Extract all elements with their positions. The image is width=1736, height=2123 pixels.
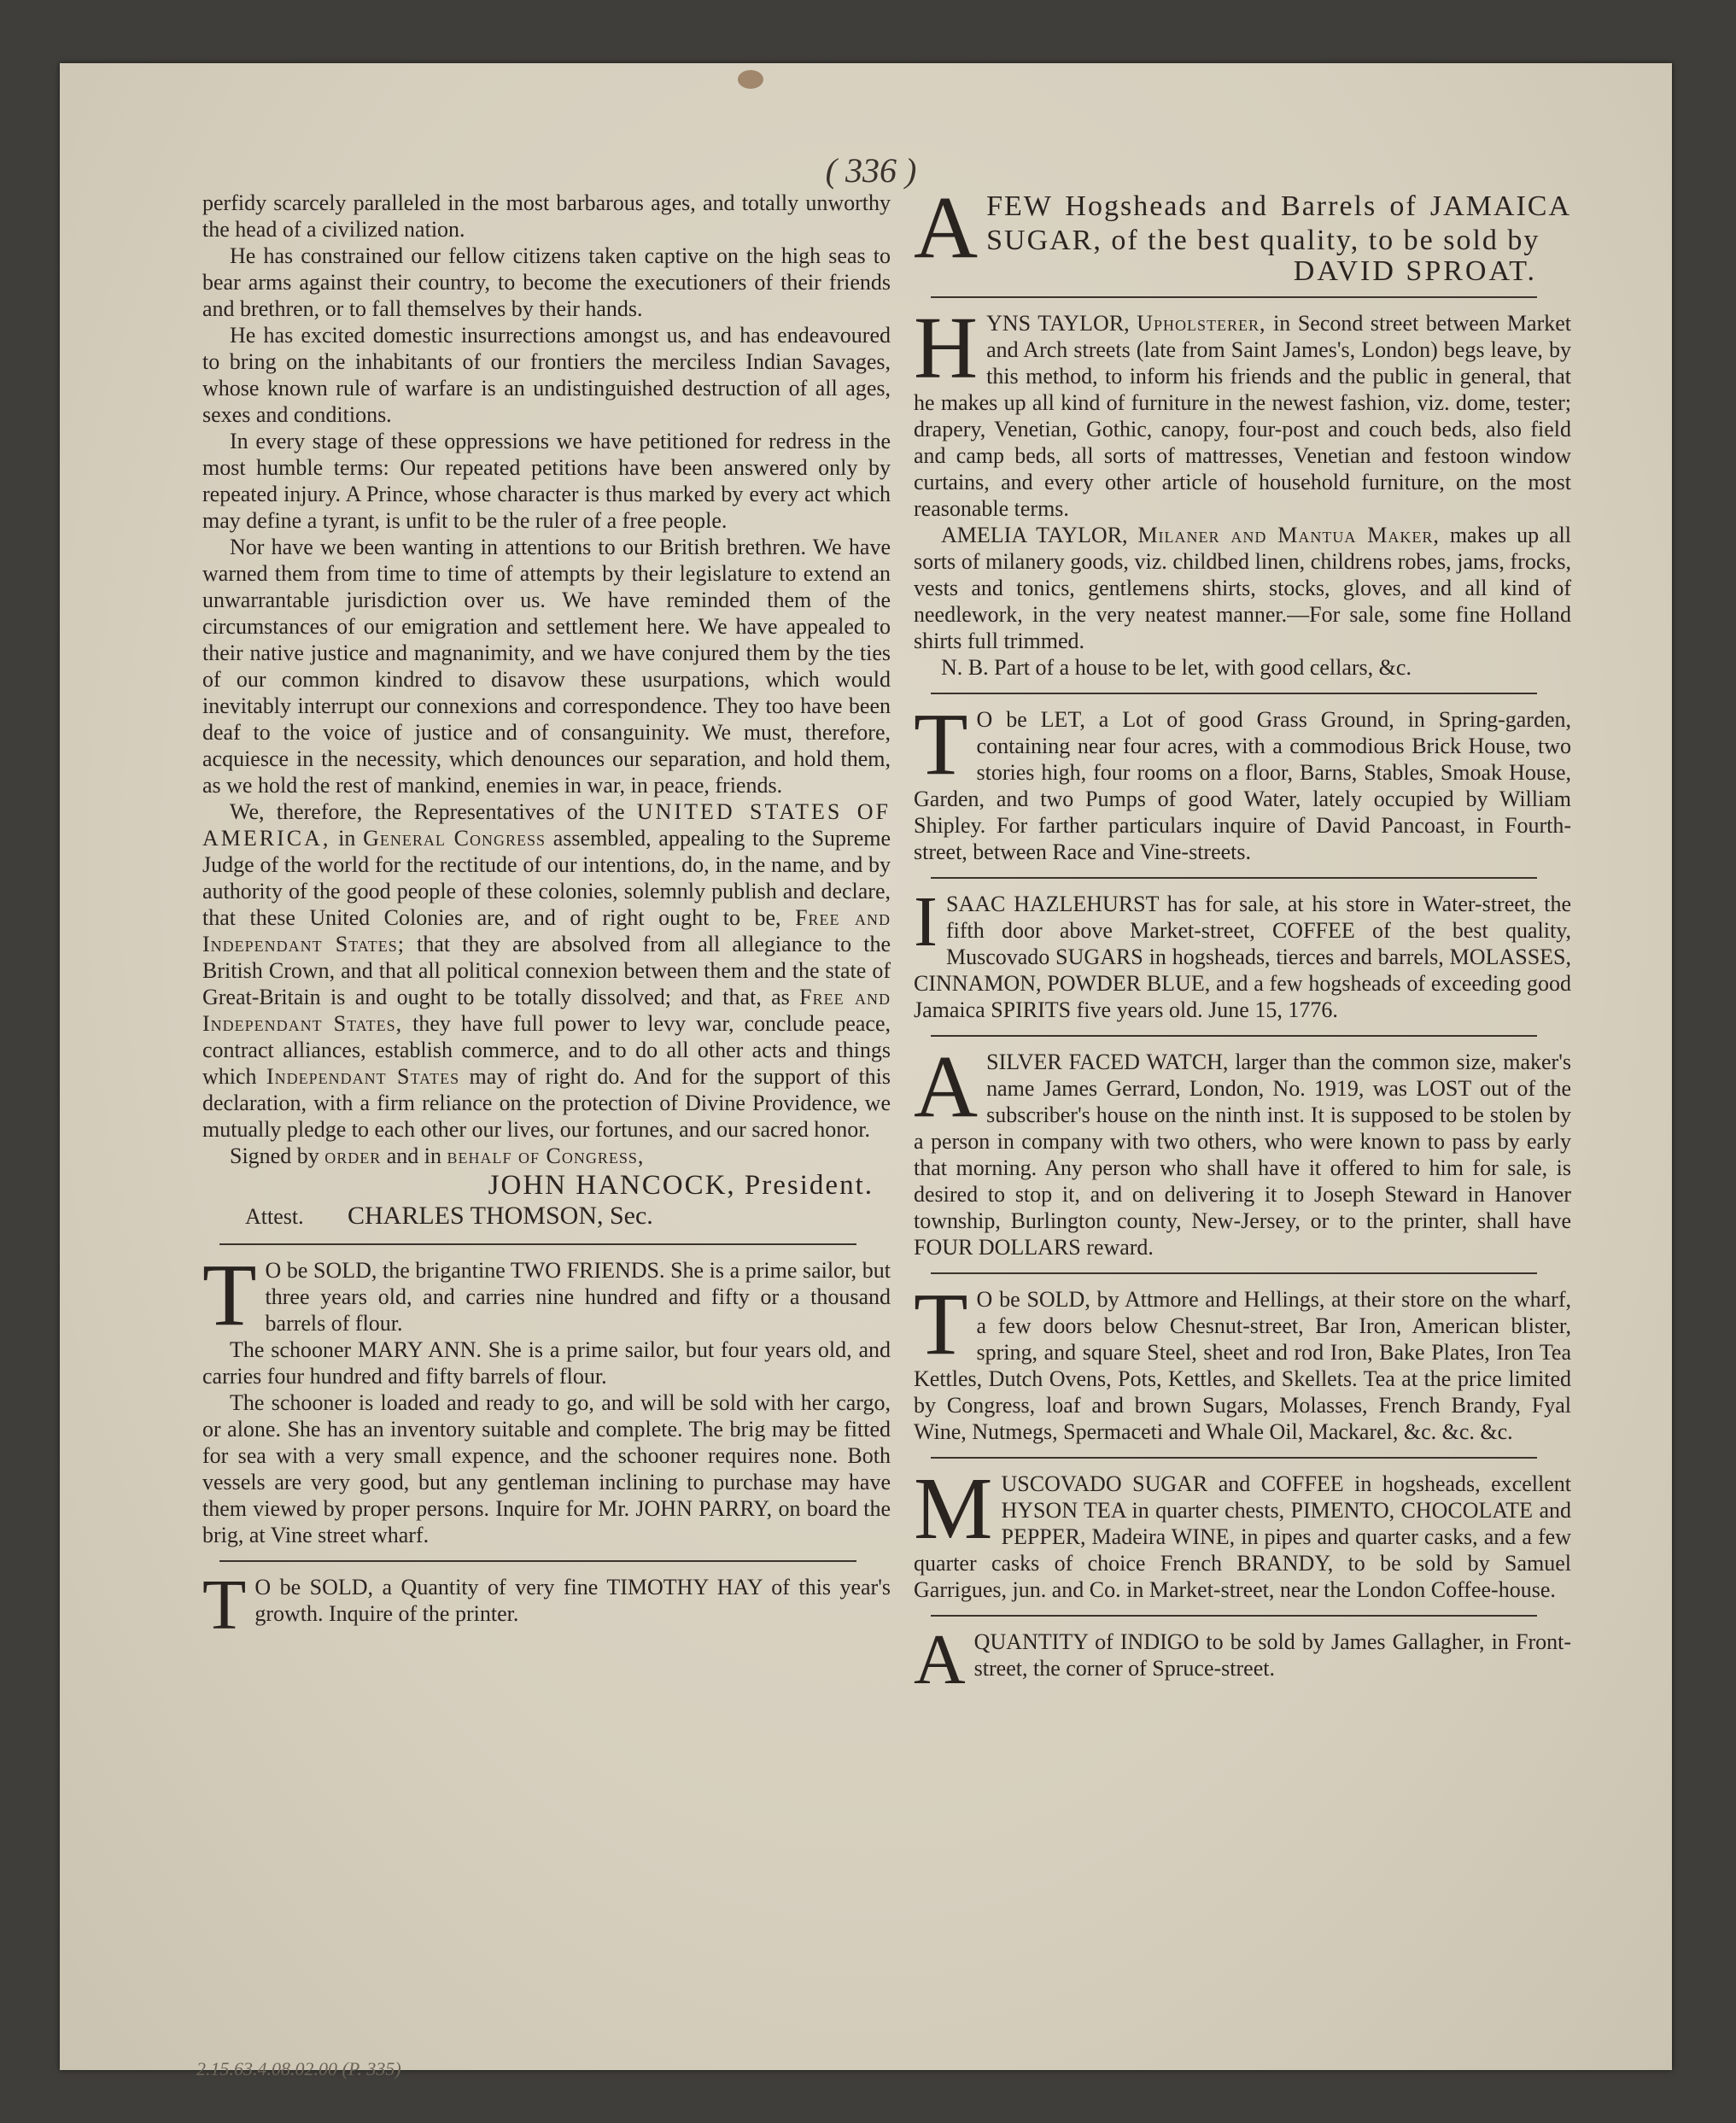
- free-independant-states-text: Free and Independant States,: [202, 985, 891, 1036]
- drop-cap: A: [914, 178, 979, 277]
- text-run: in Second street between Market and Arch streets (late from Saint James's, London) begs leave, by this method, to inform his friends and the public in general, that he makes up all kind of furniture in the newest fashion, viz. dome, tester; drapery, Venetian, Gothic, canopy, four-post and couch beds, also field and camp beds, all sorts of mattresses, Venetian and festoon window curtains, and every other article of household furniture, on the most reasonable terms.: [914, 311, 1571, 521]
- ad-text: [914, 299, 1571, 522]
- trade-text: Milaner and Mantua Maker,: [1137, 523, 1440, 547]
- text-run: assembled, appealing to the Supreme Judge of the world for the rectitude of our intentions, do, in the name, and by authority of the good people of these colonies, solemnly publish and declare, that these United Colonies are, and of right ought to be,: [202, 826, 891, 930]
- column-rule: [931, 693, 1537, 694]
- drop-cap: M: [914, 1459, 993, 1558]
- ad-indigo: [914, 1620, 1571, 1699]
- secretary-signature: CHARLES THOMSON, Sec.: [348, 1202, 653, 1230]
- ad-text: O be SOLD, the brigantine TWO FRIENDS. She is a prime sailor, but three years old, and carries nine hundred and fifty or a thousand barrels of flour.: [265, 1258, 891, 1336]
- archive-note: 2.15.63.4.08.02.00 (P. 335): [196, 2058, 401, 2079]
- trade-text: Upholsterer,: [1137, 311, 1266, 336]
- ad-upholsterer: [914, 299, 1571, 681]
- ad-headline: FEW Hogsheads and Barrels of JAMAICA SUGAR, of the best quality, to be sold by: [986, 190, 1571, 256]
- text-run: We, therefore, the Representatives of the: [230, 799, 625, 824]
- declaration-final-paragraph: [202, 798, 891, 1143]
- ad-text: [914, 522, 1571, 654]
- declaration-paragraph: Nor have we been wanting in attentions to our British brethren. We have warned them from time to time of attempts by their legislature to extend an unwarrantable jurisdiction over us. We have reminded them of the circumstances of our emigration and settlement here. We have appealed to their native justice and magnanimity, and we have conjured them by the ties of our common kindred to disavow these usurpations, which would inevitably interrupt our connexions and correspondence. They too have been deaf to the voice of justice and of consanguinity. We must, therefore, acquiesce in the necessity, which denounces our separation, and hold them, as we hold the rest of mankind, enemies in war, in peace, friends.: [202, 535, 891, 798]
- drop-cap: T: [202, 1246, 257, 1344]
- right-column: [914, 178, 1571, 1699]
- drop-cap: T: [202, 1565, 247, 1645]
- ad-muscovado: [914, 1459, 1571, 1603]
- text-run: AMELIA TAYLOR,: [941, 523, 1128, 547]
- ad-brigantine: [202, 1246, 891, 1548]
- ad-lost-watch: [914, 1038, 1571, 1260]
- column-rule: [931, 1615, 1537, 1617]
- ad-attmore-hellings: [914, 1275, 1571, 1445]
- ad-date: June 15, 1776.: [1208, 997, 1338, 1022]
- column-rule: [931, 1035, 1537, 1037]
- text-run: may of right do. And for the support of this declaration, with a firm reliance on the protection of Divine Providence, we mutually pledge to each other our lives, our fortunes, and our sacred honor.: [202, 1064, 891, 1142]
- ad-text: O be SOLD, by Attmore and Hellings, at their store on the wharf, a few doors below Chesnut-street, Bar Iron, American blister, spring, and square Steel, sheet and rod Iron, Bake Plates, Iron Tea Kettles, Dutch Ovens, Pots, Kettles, and Skellets. Tea at the price limited by Congress, loaf and brown Sugars, Molasses, French Brandy, Fyal Wine, Nutmegs, Spermaceti and Whale Oil, Mackarel, &c. &c. &c.: [914, 1287, 1571, 1444]
- text-run: in: [338, 826, 356, 851]
- drop-cap: I: [914, 882, 938, 962]
- text-run: makes up all sorts of milanery goods, viz. childbed linen, childrens robes, jams, frocks, vests and tonics, gentlemens shirts, stocks, gloves, and all kind of needlework, in the very neatest manner.—For sale, some fine Holland shirts full trimmed.: [914, 523, 1571, 653]
- drop-cap: A: [914, 1038, 979, 1136]
- ad-text: The schooner is loaded and ready to go, and will be sold with her cargo, or alone. She has an inventory suitable and complete. The brig may be fitted for sea with a very small expence, and the schooner requires none. Both vessels are very good, but any gentleman inclining to purchase may have them viewed by proper persons. Inquire for Mr. JOHN PARRY, on board the brig, at Vine street wharf.: [202, 1390, 891, 1547]
- drop-cap: A: [914, 1620, 966, 1699]
- declaration-paragraph: perfidy scarcely paralleled in the most barbarous ages, and totally unworthy the head of a civilized nation.: [202, 190, 891, 242]
- column-rule: [931, 877, 1537, 879]
- united-states-heading: UNITED STATES OF AMERICA,: [202, 799, 891, 851]
- general-congress-text: General Congress: [363, 826, 547, 851]
- free-independant-states-text: Free and Independant States;: [202, 905, 891, 956]
- text-run: Signed by: [230, 1143, 319, 1168]
- column-rule: [931, 296, 1537, 298]
- ad-text: The schooner MARY ANN. She is a prime sailor, but four years old, and carries four hundred and fifty barrels of flour.: [202, 1337, 891, 1389]
- left-column: [202, 190, 891, 1645]
- ad-text: QUANTITY of INDIGO to be sold by James Gallagher, in Front-street, the corner of Spruce-street.: [973, 1629, 1571, 1681]
- ad-hazlehurst: [914, 882, 1571, 1023]
- ad-text: USCOVADO SUGAR and COFFEE in hogsheads, excellent HYSON TEA in quarter chests, PIMENTO, CHOCOLATE and PEPPER, Madeira WINE, in pipes and quarter casks, and a few quarter casks of choice French BRANDY, to be sold by Samuel Garrigues, jun. and Co. in Market-street, near the London Coffee-house.: [914, 1471, 1571, 1602]
- text-run: that they are absolved from all allegiance to the British Crown, and that all political connexion between them and the state of Great-Britain is and ought to be totally dissolved; and that, as: [202, 932, 891, 1009]
- behalf-text: behalf of Congress,: [447, 1143, 645, 1168]
- drop-cap: T: [914, 695, 968, 793]
- column-rule: [931, 1457, 1537, 1459]
- order-text: order: [324, 1143, 382, 1168]
- ad-text: [914, 882, 1571, 1023]
- ad-text: O be LET, a Lot of good Grass Ground, in Spring-garden, containing near four acres, with a commodious Brick House, two stories high, four rooms on a floor, Barns, Stables, Smoak House, Garden, and two Pumps of good Water, lately occupied by William Shipley. For farther particulars inquire of David Pancoast, in Fourth-street, between Race and Vine-streets.: [914, 707, 1571, 864]
- ad-text: O be SOLD, a Quantity of very fine TIMOTHY HAY of this year's growth. Inquire of the printer.: [254, 1575, 891, 1626]
- ad-text: N. B. Part of a house to be let, with good cellars, &c.: [941, 655, 1412, 680]
- drop-cap: H: [914, 299, 979, 397]
- declaration-paragraph: He has constrained our fellow citizens taken captive on the high seas to bear arms against their country, to become the executioners of their friends and brethren, or to fall themselves by their hands.: [202, 243, 891, 321]
- drop-cap: T: [914, 1275, 968, 1373]
- text-run: SAAC HAZLEHURST has for sale, at his store in Water-street, the fifth door above Market-street, COFFEE of the best quality, Muscovado SUGARS in hogsheads, tierces and barrels, MOLASSES, CINNAMON, POWDER BLUE, and a few hogsheads of exceeding good Jamaica SPIRITS five years old.: [914, 892, 1571, 1022]
- declaration-paragraph: In every stage of these oppressions we have petitioned for redress in the most humble terms: Our repeated petitions have been answered only by repeated injury. A Prince, whose character is thus marked by every act which may define a tyrant, is unfit to be the ruler of a free people.: [202, 429, 891, 533]
- attest-line: [202, 1202, 891, 1231]
- ad-timothy-hay: [202, 1565, 891, 1645]
- column-rule: [219, 1560, 856, 1562]
- text-run: and in: [386, 1143, 442, 1168]
- ad-seller: DAVID SPROAT.: [1293, 255, 1537, 287]
- paper-damage-spot: [738, 70, 763, 89]
- ad-text: SILVER FACED WATCH, larger than the common size, maker's name James Gerrard, London, No. 1919, was LOST out of the subscriber's house on the ninth inst. It is supposed to be stolen by a person in company with two others, who were known to pass by early that morning. Any person who shall have it offered to him for sale, is desired to stop it, and on delivering it to Joseph Steward in Hanover township, Burlington county, New-Jersey, or to the printer, shall have FOUR DOLLARS reward.: [914, 1050, 1571, 1260]
- independant-states-text: Independant States: [266, 1064, 460, 1089]
- president-signature: JOHN HANCOCK, President.: [488, 1170, 874, 1201]
- ad-spring-garden: [914, 695, 1571, 865]
- ad-jamaica-sugar: [914, 178, 1571, 287]
- declaration-paragraph: He has excited domestic insurrections amongst us, and has endeavoured to bring on the inhabitants of our frontiers the merciless Indian Savages, whose known rule of warfare is an undistinguished destruction of all ages, sexes and conditions.: [202, 323, 891, 427]
- signed-line: [202, 1143, 891, 1169]
- column-rule: [931, 1272, 1537, 1274]
- attest-label: Attest.: [245, 1204, 304, 1229]
- column-rule: [219, 1243, 856, 1245]
- text-run: they have full power to levy war, conclude peace, contract alliances, establish commerce, and to do all other acts and things which: [202, 1011, 891, 1089]
- page-number: ( 336 ): [825, 151, 917, 190]
- text-run: YNS TAYLOR,: [986, 311, 1130, 336]
